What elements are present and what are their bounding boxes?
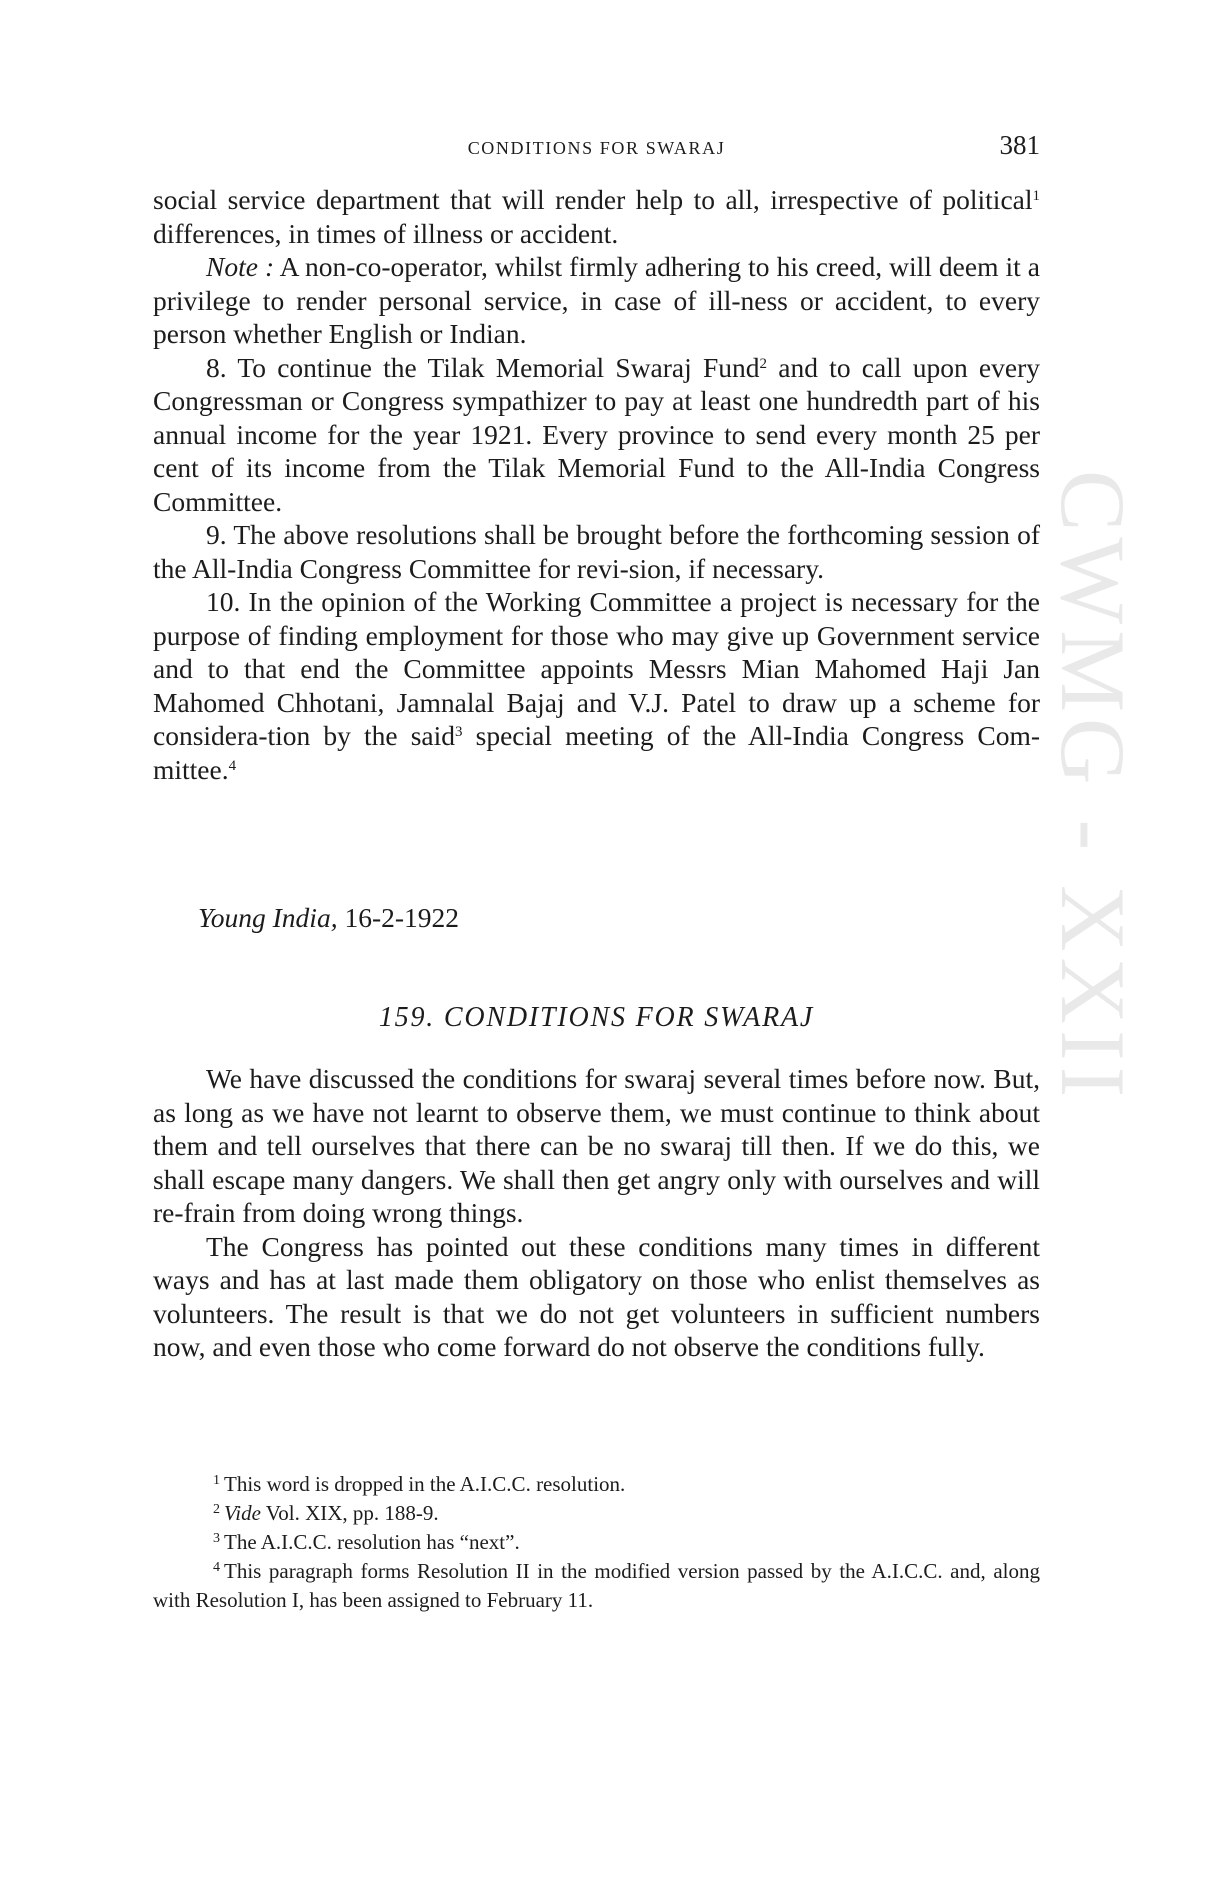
note-label: Note : — [206, 251, 275, 282]
article-body — [153, 1062, 1040, 1364]
footnote-3 — [153, 1528, 1040, 1557]
footnote-ref: 4 — [228, 757, 237, 774]
footnote-text: This word is dropped in the A.I.C.C. resolution. — [224, 1472, 626, 1496]
running-head: CONDITIONS FOR SWARAJ — [467, 138, 726, 158]
footnote-italic: Vide — [224, 1501, 261, 1525]
page-number: 381 — [999, 130, 1040, 160]
resolutions-continued — [153, 183, 1040, 786]
footnote-4 — [153, 1557, 1040, 1615]
text-run: A non-co-operator, whilst firmly adhering to his creed, will deem it a privilege to render personal service, in case of ill-ness or accident, to every person whether English or Indian. — [153, 251, 1040, 349]
footnote-number: 4 — [213, 1560, 220, 1575]
note-paragraph — [153, 250, 1040, 351]
resolution-9 — [153, 518, 1040, 585]
footnote-ref: 3 — [455, 724, 463, 740]
footnote-2 — [153, 1499, 1040, 1528]
footnotes — [153, 1470, 1040, 1615]
footnote-number: 3 — [213, 1531, 220, 1546]
page-header — [153, 130, 1040, 170]
paragraph — [153, 183, 1040, 250]
watermark — [1030, 470, 1150, 1430]
paragraph: We have discussed the conditions for swaraj several times before now. But, as long as we have not learnt to observe them, we must continue to think about them and tell ourselves that there can be no swaraj till then. If we do this, we shall escape many dangers. We shall then get angry only with ourselves and will re-frain from doing wrong things. — [153, 1063, 1040, 1228]
source-citation — [198, 902, 459, 934]
text-run: 9. The above resolutions shall be brought before the forthcoming session of the All-India Congress Committee for revi-sion, if necessary. — [153, 519, 1040, 584]
footnote-text: This paragraph forms Resolution II in the modified version passed by the A.I.C.C. and, along with Resolution I, has been assigned to February 11. — [153, 1559, 1040, 1612]
footnote-number: 2 — [213, 1502, 220, 1517]
section-title: 159. CONDITIONS FOR SWARAJ — [378, 1002, 815, 1033]
footnote-text: The A.I.C.C. resolution has “next”. — [224, 1530, 520, 1554]
footnote-1 — [153, 1470, 1040, 1499]
text-run: and to call upon every Congressman or Congress sympathizer to pay at least one hundredth part of his annual income for the year 1921. Every province to send every month 25 per cent of its income from the Tilak Memorial Fund to the All-India Congress Committee. — [153, 351, 1041, 517]
resolution-10 — [153, 585, 1040, 786]
paragraph: The Congress has pointed out these conditions many times in different ways and has at last made them obligatory on those who enlist themselves as volunteers. The result is that we do not get volunteers in sufficient numbers now, and even those who come forward do not observe the conditions fully. — [153, 1230, 1040, 1362]
text-run: special meeting of the All-India Congress Com-mittee. — [153, 720, 1040, 785]
publication-date: 16-2-1922 — [337, 902, 460, 933]
footnote-ref: 1 — [1032, 188, 1040, 204]
watermark-text: CWMG - XXII — [1042, 470, 1144, 1104]
text-run: 8. To continue the Tilak Memorial Swaraj Fund — [206, 351, 760, 383]
footnote-text: Vol. XIX, pp. 188-9. — [260, 1501, 439, 1525]
footnote-number: 1 — [213, 1473, 220, 1488]
text-run: 10. In the opinion of the Working Committee a project is necessary for the purpose of finding employment for those who may give up Government service and to that end the Committee appoints Messrs Mian Mahomed Haji Jan Mahomed Chhotani, Jamnalal Bajaj and V.J. Patel to draw up a scheme for considera-tion by the said — [153, 586, 1040, 751]
text-run: differences, in times of illness or accident. — [153, 217, 619, 249]
text-run: social service department that will render help to all, irrespective of political — [153, 184, 1033, 215]
publication-name: Young India, — [198, 902, 338, 933]
footnote-ref: 2 — [759, 355, 768, 372]
resolution-8 — [153, 351, 1040, 519]
